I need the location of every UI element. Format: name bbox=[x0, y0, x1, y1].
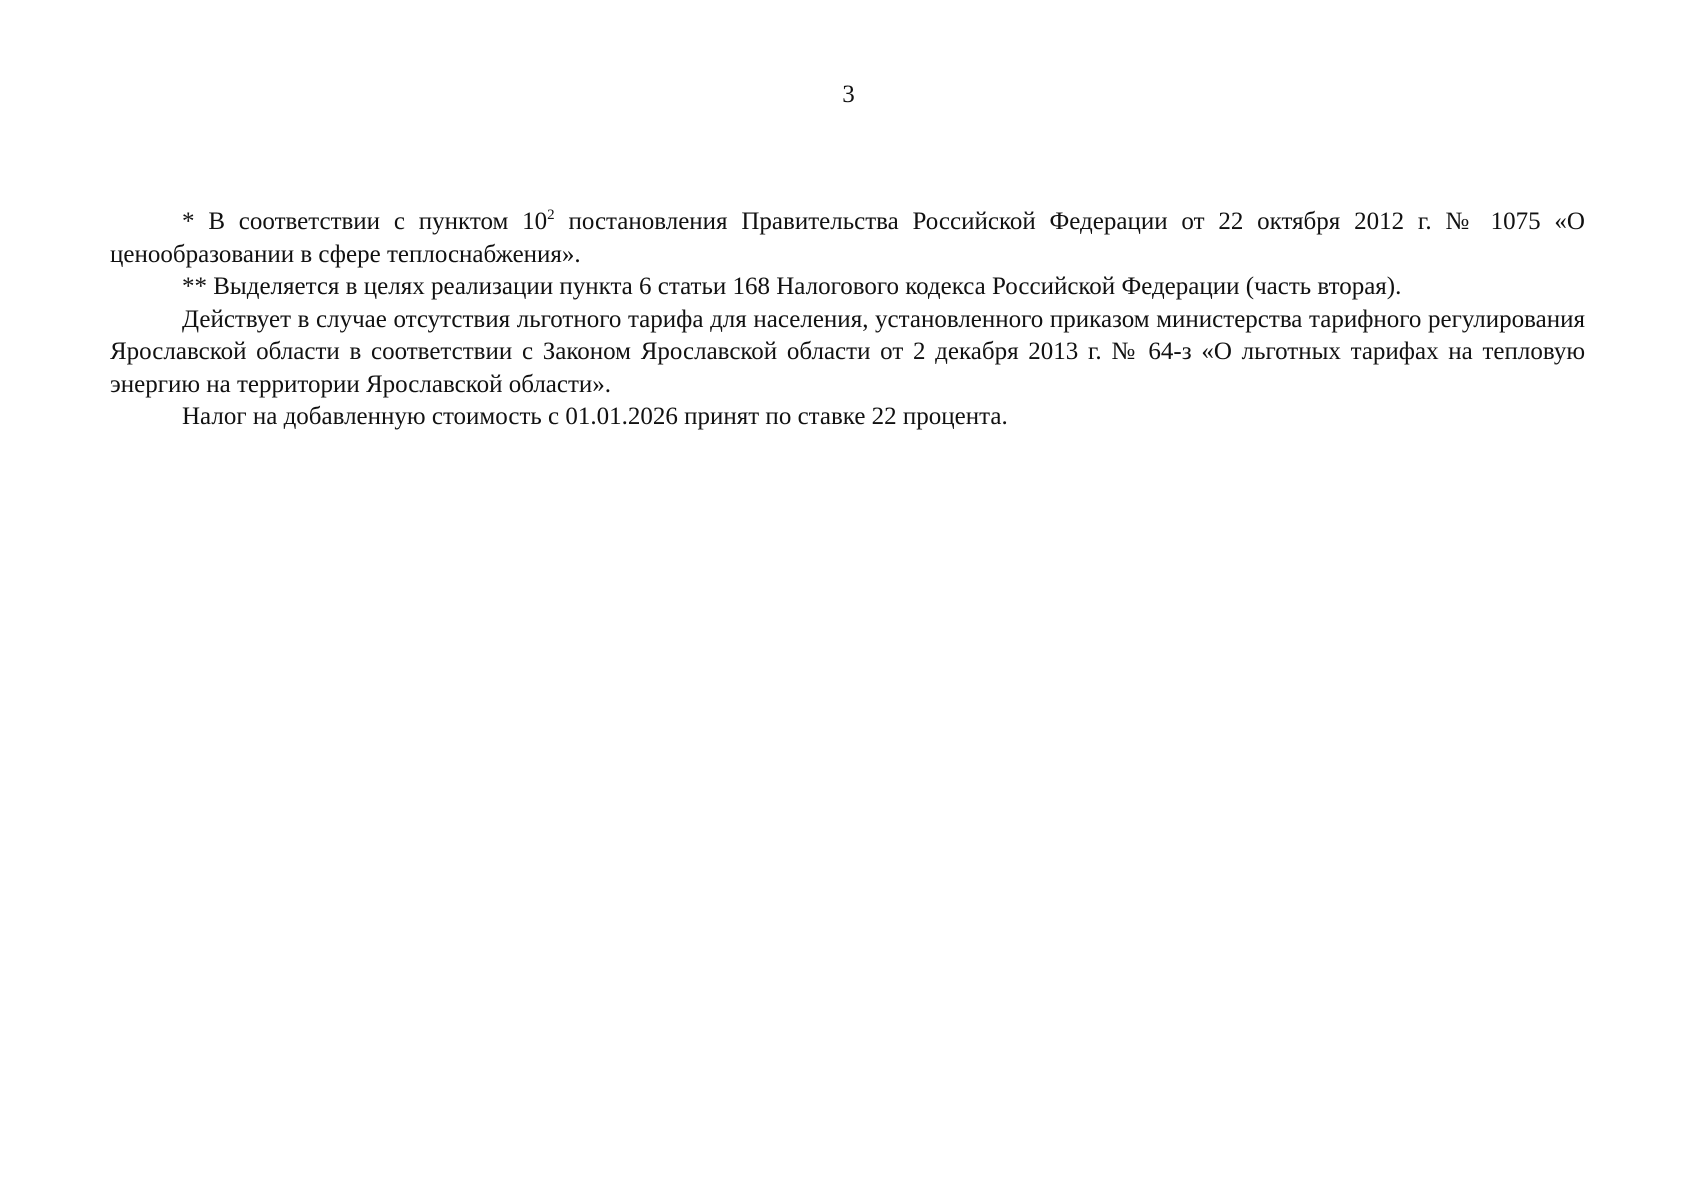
footnote-1-superscript: 2 bbox=[547, 207, 555, 223]
footnote-1-start: * В соответствии с пунктом 10 bbox=[182, 208, 548, 235]
footnote-2: ** Выделяется в целях реализации пункта 6 статьи 168 Налогового кодекса Российской Федерации (часть вторая). bbox=[182, 273, 1402, 300]
vat-note: Налог на добавленную стоимость с 01.01.2026 принят по ставке 22 процента. bbox=[182, 403, 1008, 430]
page-number: 3 bbox=[842, 81, 855, 108]
footnote-1 bbox=[110, 206, 1585, 271]
footnote-1-end: постановления Правительства Российской Федерации от 22 октября 2012 г. № 1075 «О ценообразовании в сфере теплоснабжения». bbox=[110, 208, 1585, 268]
footnote-3: Действует в случае отсутствия льготного тарифа для населения, установленного приказом министерства тарифного регулирования Ярославской области в соответствии с Законом Ярославской области от 2 декабря 2013 г. № 64-з «О льготных тарифах на тепловую энергию на территории Ярославской области». bbox=[110, 305, 1585, 398]
footnotes bbox=[110, 206, 1585, 434]
